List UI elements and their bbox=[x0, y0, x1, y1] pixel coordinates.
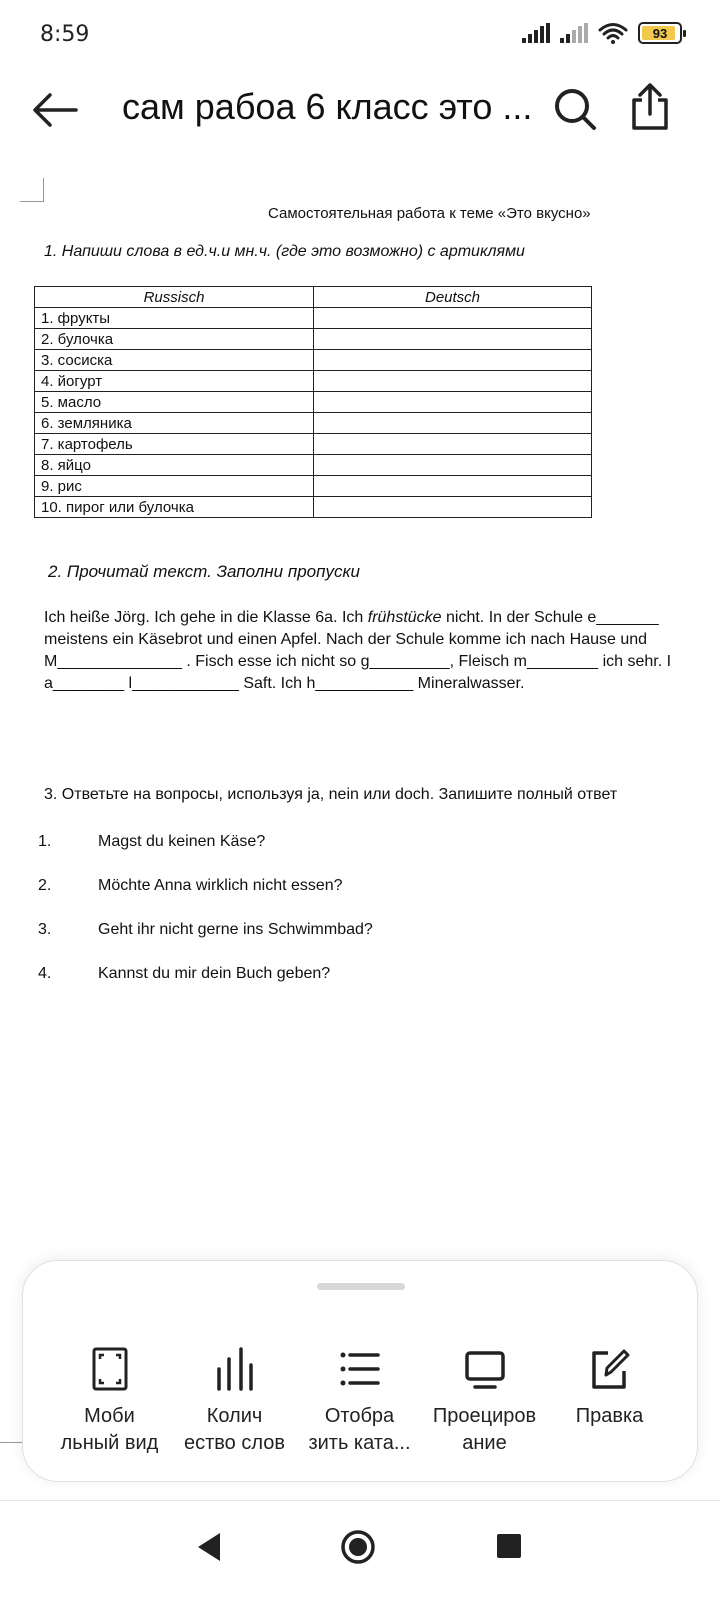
nav-recents-icon[interactable] bbox=[496, 1533, 522, 1559]
edit-icon bbox=[590, 1347, 630, 1391]
german-word-cell bbox=[314, 455, 592, 476]
question-item: 1. Magst du keinen Käse? bbox=[38, 833, 266, 850]
section1-heading: 1. Напиши слова в ед.ч.и мн.ч. (где это возможно) с артиклями bbox=[44, 243, 525, 260]
cellular-signal-icon bbox=[522, 23, 550, 43]
status-bar bbox=[0, 0, 720, 72]
german-word-cell bbox=[314, 329, 592, 350]
russian-word-cell: 8. яйцо bbox=[35, 455, 314, 476]
word-count-label: Колич ество слов bbox=[183, 1405, 285, 1454]
search-icon[interactable] bbox=[552, 86, 598, 132]
word-count-button[interactable] bbox=[172, 1347, 297, 1457]
projection-icon bbox=[465, 1347, 505, 1391]
table-row bbox=[35, 350, 592, 371]
german-word-cell bbox=[314, 434, 592, 455]
german-word-cell bbox=[314, 476, 592, 497]
cellular-signal-2-icon bbox=[560, 23, 588, 43]
projection-button[interactable] bbox=[422, 1347, 547, 1457]
table-header-row bbox=[35, 287, 592, 308]
cloze-line: a________ l____________ Saft. Ich h___________ Mineralwasser. bbox=[44, 675, 525, 692]
drag-handle[interactable] bbox=[317, 1283, 405, 1290]
nav-home-icon[interactable] bbox=[340, 1529, 376, 1565]
document-title: сам рабоа 6 класс это ... bbox=[122, 86, 533, 127]
projection-label: Проециров ание bbox=[432, 1405, 537, 1454]
page-edge-line bbox=[0, 1442, 22, 1443]
show-catalog-button[interactable] bbox=[297, 1347, 422, 1457]
russian-word-cell: 5. масло bbox=[35, 392, 314, 413]
tools-row bbox=[23, 1347, 699, 1457]
battery-percent: 93 bbox=[652, 25, 668, 41]
cloze-line: M______________ . Fisch esse ich nicht so g_________, Fleisch m________ ich sehr. I bbox=[44, 653, 672, 670]
nav-back-icon[interactable] bbox=[194, 1531, 224, 1563]
cloze-line: meistens ein Käsebrot und einen Apfel. Nach der Schule komme ich nach Hause und bbox=[44, 631, 648, 648]
status-time: 8:59 bbox=[40, 22, 90, 47]
russian-word-cell: 4. йогурт bbox=[35, 371, 314, 392]
edit-label: Правка bbox=[575, 1405, 644, 1427]
russian-word-cell: 2. булочка bbox=[35, 329, 314, 350]
table-row bbox=[35, 455, 592, 476]
cloze-text bbox=[44, 607, 671, 695]
worksheet-title: Самостоятельная работа к теме «Это вкусно» bbox=[268, 205, 591, 222]
russian-word-cell: 3. сосиска bbox=[35, 350, 314, 371]
share-icon[interactable] bbox=[628, 82, 672, 132]
table-row bbox=[35, 476, 592, 497]
russian-word-cell: 6. земляника bbox=[35, 413, 314, 434]
table-row bbox=[35, 392, 592, 413]
column-header: Russisch bbox=[35, 287, 314, 308]
table-body bbox=[35, 308, 592, 518]
table-row bbox=[35, 413, 592, 434]
vocabulary-table bbox=[34, 286, 592, 518]
table-row bbox=[35, 497, 592, 518]
table-row bbox=[35, 434, 592, 455]
page-corner-mark bbox=[20, 178, 44, 202]
russian-word-cell: 9. рис bbox=[35, 476, 314, 497]
question-item: 3. Geht ihr nicht gerne ins Schwimmbad? bbox=[38, 921, 373, 938]
table-row bbox=[35, 308, 592, 329]
catalog-list-icon bbox=[340, 1347, 380, 1391]
cloze-line: Ich heiße Jörg. Ich gehe in die Klasse 6a. Ich frühstücke nicht. In der Schule e_______ bbox=[44, 609, 659, 626]
edit-button[interactable] bbox=[547, 1347, 672, 1457]
mobile-view-icon bbox=[92, 1347, 128, 1391]
german-word-cell bbox=[314, 392, 592, 413]
show-catalog-label: Отобра зить ката... bbox=[308, 1405, 411, 1454]
battery-icon bbox=[638, 22, 682, 44]
question-item: 2. Möchte Anna wirklich nicht essen? bbox=[38, 877, 343, 894]
russian-word-cell: 10. пирог или булочка bbox=[35, 497, 314, 518]
german-word-cell bbox=[314, 308, 592, 329]
german-word-cell bbox=[314, 413, 592, 434]
wifi-icon bbox=[598, 22, 628, 44]
german-word-cell bbox=[314, 371, 592, 392]
status-icons bbox=[522, 22, 682, 44]
tools-bottom-sheet bbox=[22, 1260, 698, 1482]
german-word-cell bbox=[314, 497, 592, 518]
mobile-view-label: Моби льный вид bbox=[60, 1405, 159, 1454]
table-row bbox=[35, 329, 592, 350]
german-word-cell bbox=[314, 350, 592, 371]
section2-heading: 2. Прочитай текст. Заполни пропуски bbox=[48, 562, 360, 581]
russian-word-cell: 1. фрукты bbox=[35, 308, 314, 329]
word-count-icon bbox=[215, 1347, 255, 1391]
question-item: 4. Kannst du mir dein Buch geben? bbox=[38, 965, 331, 982]
section3-heading: 3. Ответьте на вопросы, используя ja, nein или doch. Запишите полный ответ bbox=[44, 786, 618, 803]
system-nav-bar bbox=[0, 1500, 720, 1600]
table-row bbox=[35, 371, 592, 392]
mobile-view-button[interactable] bbox=[47, 1347, 172, 1457]
column-header: Deutsch bbox=[314, 287, 592, 308]
back-arrow-icon[interactable] bbox=[30, 88, 80, 132]
russian-word-cell: 7. картофель bbox=[35, 434, 314, 455]
app-bar bbox=[0, 72, 720, 152]
